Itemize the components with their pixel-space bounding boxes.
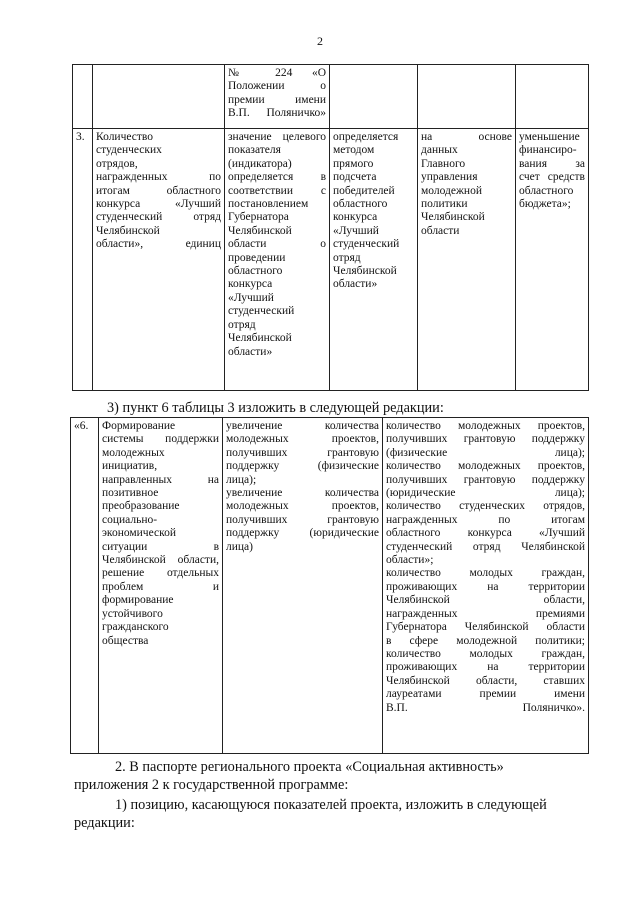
- text-line: лица): [226, 540, 253, 553]
- text-line: отряд: [333, 251, 361, 264]
- task-text: [102, 420, 219, 648]
- text-line: конкурса: [228, 278, 273, 291]
- cell-num: [73, 65, 93, 129]
- text-line: награжденных премиями: [386, 607, 585, 620]
- text-line: студенческий отряд Челябинской: [386, 540, 585, 553]
- text-line: Губернатора Челябинской области: [386, 621, 585, 634]
- text-line: количество студенческих отрядов,: [386, 500, 585, 513]
- text-line: проведении: [228, 251, 286, 264]
- text-line: подсчета: [333, 171, 377, 184]
- text-line: Челябинской: [421, 211, 485, 224]
- text-line: отряд: [228, 318, 256, 331]
- text-line: Челябинской: [228, 224, 292, 237]
- text-line: направленных на: [102, 473, 219, 486]
- text-line: награжденных по итогам: [386, 513, 585, 526]
- text-line: Главного: [421, 157, 466, 170]
- text-line: проживающих на территории: [386, 580, 585, 593]
- text-line: системы поддержки: [102, 433, 219, 446]
- text-line: области»;: [386, 554, 434, 567]
- cell-risk: [516, 65, 589, 129]
- text-line: ситуации в: [102, 540, 219, 553]
- paragraph-1-line1: 1) позицию, касающуюся показателей проекта, изложить в следующей: [115, 797, 547, 813]
- text-line: инициатив,: [102, 460, 158, 473]
- text-line: общества: [102, 634, 149, 647]
- text-line: области: [421, 224, 460, 237]
- text-line: молодежной: [421, 184, 482, 197]
- calc-text: [333, 131, 414, 292]
- table-3-item-6: [70, 417, 589, 754]
- text-line: количество молодых граждан,: [386, 647, 585, 660]
- text-line: областного: [228, 265, 283, 278]
- text-line: увеличение количества: [226, 487, 379, 500]
- text-line: области»: [333, 278, 378, 291]
- table-row-6: [71, 418, 589, 754]
- text-line: области»: [228, 345, 273, 358]
- text-line: Челябинской области,: [102, 554, 219, 567]
- cell-source: [418, 65, 516, 129]
- cell-method-basis: [225, 65, 330, 129]
- text-line: финансиро-: [519, 144, 577, 157]
- text-line: прямого: [333, 157, 374, 170]
- paragraph-2-line2: приложения 2 к государственной программе:: [74, 777, 349, 793]
- text-line: счет средств: [519, 171, 585, 184]
- source-text: [421, 131, 512, 238]
- cell-task: [99, 418, 223, 754]
- text-line: преобразование: [102, 500, 180, 513]
- text-line: определяется в: [228, 171, 326, 184]
- cell-result: [223, 418, 383, 754]
- cell-method-basis: [225, 129, 330, 391]
- text-line: студенческий: [228, 305, 295, 318]
- text-line: (юридические лица);: [386, 487, 585, 500]
- text-line: области о: [228, 238, 326, 251]
- cell-risk: [516, 129, 589, 391]
- text-line: поддержку (физические: [226, 460, 379, 473]
- text-line: В.П. Поляничко»: [228, 107, 326, 120]
- text-line: количество молодежных проектов,: [386, 420, 585, 432]
- text-line: студенческих: [96, 144, 162, 157]
- text-line: гражданского: [102, 621, 169, 634]
- text-line: студенческий: [333, 238, 400, 251]
- text-line: постановлением: [228, 198, 309, 211]
- text-line: бюджета»;: [519, 198, 571, 211]
- text-line: Положении о: [228, 80, 326, 93]
- risk-text: [519, 131, 585, 211]
- text-line: получивших грантовую поддержку: [386, 433, 585, 446]
- text-line: Формирование: [102, 420, 176, 432]
- text-line: проживающих на территории: [386, 661, 585, 674]
- text-line: итогам областного: [96, 184, 221, 197]
- text-line: «Лучший: [228, 291, 274, 304]
- result-text: [226, 420, 379, 554]
- text-line: областного: [519, 184, 574, 197]
- text-line: в сфере молодежной политики;: [386, 634, 585, 647]
- table-row-3: [73, 129, 589, 391]
- text-line: награжденных по: [96, 171, 221, 184]
- text-line: увеличение количества: [226, 420, 379, 432]
- text-line: социально-: [102, 513, 158, 526]
- text-line: В.П. Поляничко».: [386, 701, 585, 714]
- text-line: получивших грантовую поддержку: [386, 473, 585, 486]
- text-line: Губернатора: [228, 211, 289, 224]
- text-line: «Лучший: [333, 224, 379, 237]
- text-line: молодежных проектов,: [226, 433, 379, 446]
- text-line: Количество: [96, 131, 153, 143]
- text-line: получивших грантовую: [226, 446, 379, 459]
- text-line: (физические лица);: [386, 446, 585, 459]
- text-line: лица);: [226, 473, 257, 486]
- paragraph-2-line1: 2. В паспорте регионального проекта «Социальная активность»: [115, 759, 504, 775]
- text-line: экономической: [102, 527, 176, 540]
- text-line: Челябинской: [96, 224, 160, 237]
- page-number: 2: [317, 34, 323, 48]
- text-line: конкурса «Лучший: [96, 198, 221, 211]
- cell-source: [418, 129, 516, 391]
- text-line: устойчивого: [102, 607, 163, 620]
- text-line: проблем и: [102, 580, 219, 593]
- text-line: значение целевого: [228, 131, 326, 143]
- text-line: молодежных: [102, 446, 165, 459]
- text-line: управления: [421, 171, 478, 184]
- cell-num: «6.: [71, 418, 99, 754]
- cell-indicators: [383, 418, 589, 754]
- indicators-text: [386, 420, 585, 715]
- text-line: (индикатора): [228, 157, 292, 170]
- text-line: получивших грантовую: [226, 513, 379, 526]
- text-line: позитивное: [102, 487, 159, 500]
- text-line: лауреатами премии имени: [386, 688, 585, 701]
- indicator-text: [96, 131, 221, 252]
- text-line: формирование: [102, 594, 174, 607]
- table-row-continuation: [73, 65, 589, 129]
- text-line: студенческий отряд: [96, 211, 221, 224]
- text-line: отрядов,: [96, 157, 138, 170]
- text-line: областного: [333, 198, 388, 211]
- paragraph-1-line2: редакции:: [74, 815, 135, 831]
- text-line: конкурса: [333, 211, 378, 224]
- text-line: методом: [333, 144, 375, 157]
- text-line: вания за: [519, 157, 585, 170]
- text-line: на основе: [421, 131, 512, 143]
- text-line: определяется: [333, 131, 399, 143]
- cell-method-calc: [330, 129, 418, 391]
- cell-method-calc: [330, 65, 418, 129]
- text-line: уменьшение: [519, 131, 580, 143]
- text-line: Челябинской области, ставших: [386, 674, 585, 687]
- text-line: Челябинской: [333, 265, 397, 278]
- text-line: победителей: [333, 184, 395, 197]
- text-line: показателя: [228, 144, 281, 157]
- text-line: премии имени: [228, 93, 326, 106]
- indicator-table: [72, 64, 589, 391]
- basis-text: [228, 131, 326, 359]
- text-line: решение отдельных: [102, 567, 219, 580]
- cell-indicator-name: [93, 129, 225, 391]
- text-line: политики: [421, 198, 468, 211]
- text-line: соответствии с: [228, 184, 326, 197]
- paragraph-3: 3) пункт 6 таблицы 3 изложить в следующей редакции:: [107, 400, 444, 416]
- text-line: № 224 «О: [228, 67, 326, 79]
- cell-num: 3.: [73, 129, 93, 391]
- basis-text: [228, 67, 326, 121]
- text-line: области», единиц: [96, 238, 221, 251]
- text-line: поддержку (юридические: [226, 527, 379, 540]
- text-line: Челябинской: [228, 332, 292, 345]
- text-line: Челябинской области,: [386, 594, 585, 607]
- text-line: областного конкурса «Лучший: [386, 527, 585, 540]
- text-line: молодежных проектов,: [226, 500, 379, 513]
- cell-indicator-name: [93, 65, 225, 129]
- text-line: данных: [421, 144, 458, 157]
- text-line: количество молодежных проектов,: [386, 460, 585, 473]
- text-line: количество молодых граждан,: [386, 567, 585, 580]
